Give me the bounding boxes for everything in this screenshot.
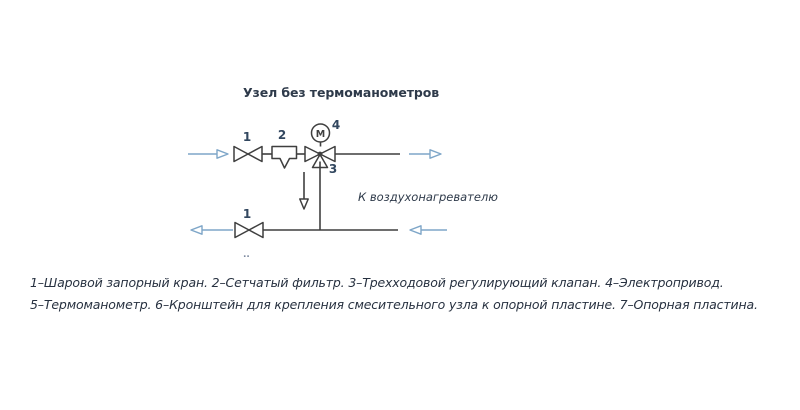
stray-marks: ..: [243, 250, 250, 260]
legend-line-2: 5–Термоманометр. 6–Кронштейн для крепления смесительного узла к опорной пластине. 7–Опорная пластина.: [30, 297, 758, 312]
motor-actuator-icon: [312, 124, 330, 147]
legend-caption: [30, 272, 758, 316]
flow-arrow-out-bottom-icon: [191, 226, 233, 234]
label-ball-valve-top: 1: [242, 130, 252, 144]
label-ball-valve-bottom: 1: [242, 207, 252, 221]
down-flow-arrow-icon: [300, 172, 308, 209]
flow-arrow-in-top-icon: [188, 150, 228, 158]
strainer-icon: [272, 147, 297, 169]
to-air-heater-annotation: К воздухонагревателю: [358, 190, 498, 204]
motor-letter: М: [315, 128, 326, 140]
flow-arrow-in-bottom-icon: [410, 226, 447, 234]
label-strainer: 2: [277, 128, 287, 142]
label-three-way-valve: 3: [328, 162, 338, 176]
legend-line-1: 1–Шаровой запорный кран. 2–Сетчатый фильтр. 3–Трехходовой регулирующий клапан. 4–Электропривод.: [30, 275, 724, 290]
diagram-title: Узел без термоманометров: [243, 85, 440, 100]
flow-arrow-out-top-icon: [409, 150, 441, 158]
label-actuator: 4: [331, 118, 341, 132]
ball-valve-bottom-icon: [235, 223, 263, 238]
ball-valve-top-icon: [234, 147, 262, 162]
